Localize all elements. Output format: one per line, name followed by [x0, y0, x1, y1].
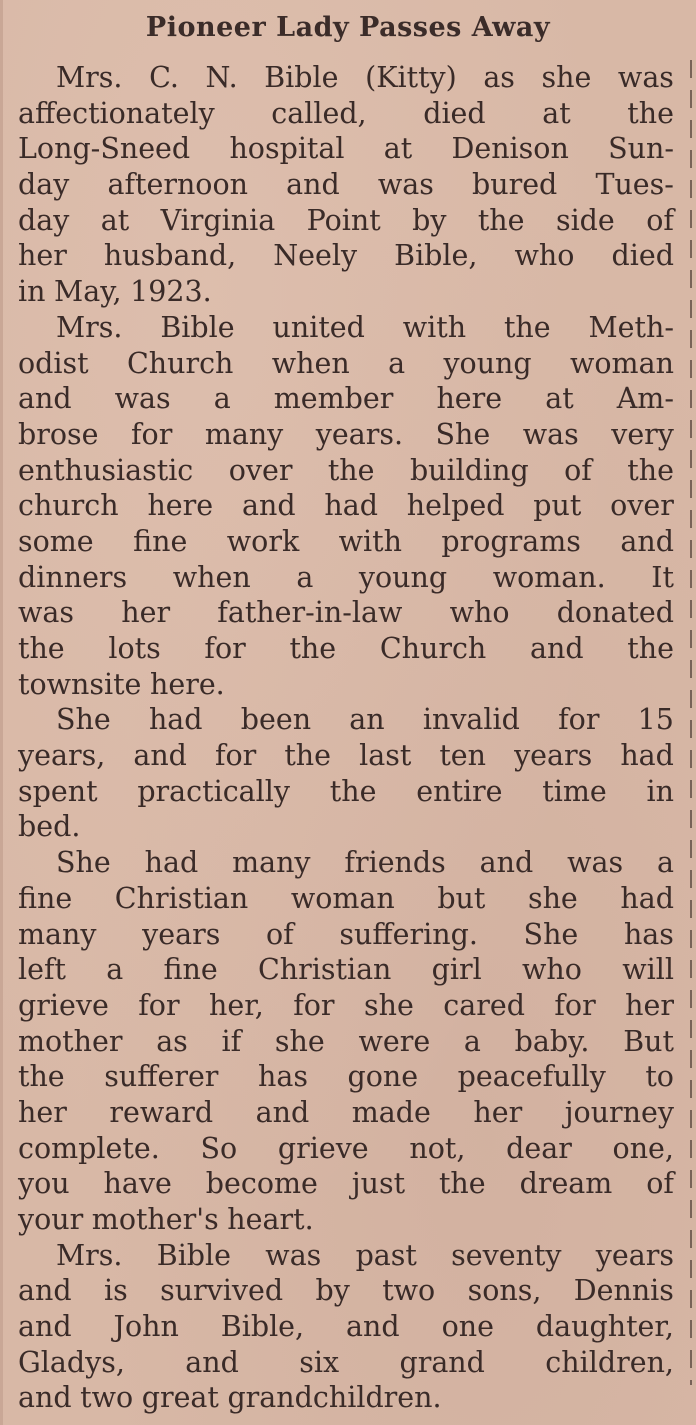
- article-line: affectionately called, died at the: [18, 96, 674, 130]
- article-body: [18, 60, 674, 1416]
- article-line: her husband, Neely Bible, who died: [18, 239, 674, 273]
- article-line: day afternoon and was bured Tues-: [18, 168, 674, 202]
- article-line: your mother's heart.: [18, 1203, 314, 1236]
- article-line: the sufferer has gone peacefully to: [18, 1060, 674, 1094]
- article-line: left a fine Christian girl who will: [18, 953, 674, 987]
- article-line: day at Virginia Point by the side of: [18, 203, 674, 237]
- headline: Pioneer Lady Passes Away: [145, 12, 551, 43]
- article-line: Gladys, and six grand children,: [18, 1345, 674, 1379]
- article-line: Mrs. Bible united with the Meth-: [56, 310, 674, 344]
- article-line: enthusiastic over the building of the: [18, 453, 674, 487]
- article-line: her reward and made her journey: [18, 1095, 674, 1129]
- article-line: complete. So grieve not, dear one,: [18, 1131, 674, 1165]
- article-line: and two great grandchildren.: [18, 1381, 442, 1415]
- article-line: and John Bible, and one daughter,: [18, 1310, 674, 1344]
- article-line: Long-Sneed hospital at Denison Sun-: [18, 132, 674, 166]
- article-line: dinners when a young woman. It: [18, 560, 674, 594]
- clipping-right-edge: [690, 60, 692, 1385]
- article-line: in May, 1923.: [18, 275, 212, 309]
- article-line: spent practically the entire time in: [18, 774, 674, 808]
- article-line: you have become just the dream of: [18, 1167, 674, 1201]
- article-line: fine Christian woman but she had: [18, 881, 674, 915]
- article-line: brose for many years. She was very: [18, 417, 674, 451]
- article-line: Mrs. C. N. Bible (Kitty) as she was: [56, 61, 674, 94]
- article-line: church here and had helped put over: [18, 489, 674, 523]
- article-line: townsite here.: [18, 667, 225, 701]
- article-line: grieve for her, for she cared for her: [18, 988, 674, 1022]
- article-line: She had many friends and was a: [56, 846, 674, 880]
- article-line: was her father-in-law who donated: [18, 596, 674, 630]
- article-line: bed.: [18, 810, 81, 844]
- article-line: some fine work with programs and: [18, 524, 674, 558]
- article-line: years, and for the last ten years had: [18, 739, 674, 773]
- article-line: odist Church when a young woman: [18, 346, 674, 380]
- article-line: and is survived by two sons, Dennis: [18, 1274, 674, 1308]
- article-line: and was a member here at Am-: [18, 382, 674, 416]
- article-line: Mrs. Bible was past seventy years: [56, 1238, 674, 1272]
- article-line: many years of suffering. She has: [18, 917, 674, 951]
- article-line: She had been an invalid for 15: [56, 703, 674, 737]
- article-line: mother as if she were a baby. But: [18, 1024, 674, 1058]
- clipping-left-edge: [0, 0, 3, 1425]
- article-line: the lots for the Church and the: [18, 632, 674, 665]
